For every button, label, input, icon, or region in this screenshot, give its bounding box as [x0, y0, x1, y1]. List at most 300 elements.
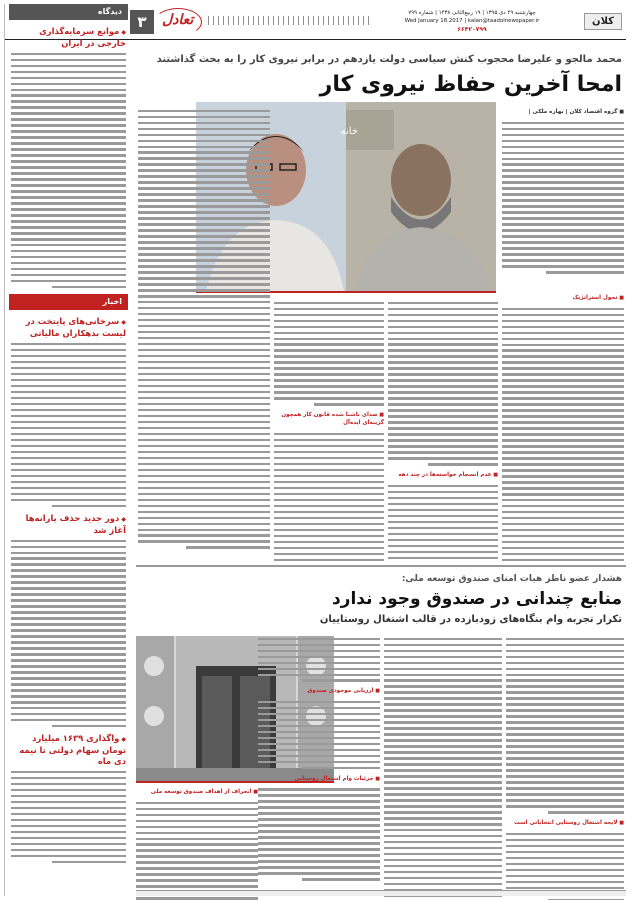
- text-line: [502, 553, 624, 555]
- text-line: [258, 872, 380, 874]
- text-line: [11, 557, 126, 559]
- text-line: [388, 485, 498, 487]
- opinion-section-label: دیدگاه: [9, 4, 128, 20]
- text-line: [388, 308, 498, 310]
- text-line: [388, 509, 498, 511]
- text-line: [388, 557, 498, 559]
- text-line: [138, 421, 270, 423]
- text-line: [11, 487, 126, 489]
- text-line: [384, 739, 502, 741]
- second-subhead-4: ■ لایحه اشتغال روستایی انتخاباتی است: [506, 817, 624, 829]
- text-line: [502, 265, 624, 267]
- text-line: [502, 134, 624, 136]
- text-line: [136, 843, 258, 845]
- text-line: [11, 250, 126, 252]
- text-line: [11, 499, 126, 501]
- text-line: [274, 523, 384, 525]
- text-line: [502, 163, 624, 165]
- second-subhead: تکرار تجربه وام بنگاه‌های زودبازده در قالب اشتغال روستاییان: [319, 614, 622, 625]
- text-line: [11, 83, 126, 85]
- text-line: [258, 836, 380, 838]
- text-line: [138, 403, 270, 405]
- text-line: [384, 811, 502, 813]
- news-title-1: ◆ سرخانی‌های پایتخت در لیست بدهکاران مالیاتی: [11, 316, 126, 339]
- text-line: [314, 403, 384, 405]
- text-line: [384, 697, 502, 699]
- text-line: [502, 403, 624, 405]
- text-line: [388, 379, 498, 381]
- text-line: [506, 839, 624, 841]
- text-line: [11, 783, 126, 785]
- text-line: [136, 814, 258, 816]
- text-line: [388, 409, 498, 411]
- main-column-4: [138, 106, 270, 562]
- text-line: [138, 409, 270, 411]
- text-line: [138, 319, 270, 321]
- text-line: [388, 302, 498, 304]
- text-line: [138, 241, 270, 243]
- text-line: [506, 857, 624, 859]
- text-line: [11, 641, 126, 643]
- text-line: [138, 134, 270, 136]
- text-line: [384, 859, 502, 861]
- text-line: [138, 445, 270, 447]
- main-headline: امحا آخرین حفاظ نیروی کار: [319, 72, 622, 97]
- text-line: [258, 719, 380, 721]
- opinion-text: [11, 53, 126, 289]
- text-line: [506, 656, 624, 658]
- text-line: [11, 214, 126, 216]
- text-line: [502, 391, 624, 393]
- text-line: [502, 326, 624, 328]
- text-line: [138, 331, 270, 333]
- section-tag: کلان: [584, 13, 622, 30]
- text-line: [388, 539, 498, 541]
- text-line: [388, 320, 498, 322]
- text-line: [388, 415, 498, 417]
- text-line: [506, 638, 624, 640]
- text-line: [11, 647, 126, 649]
- text-line: [274, 367, 384, 369]
- text-line: [258, 707, 380, 709]
- text-line: [274, 385, 384, 387]
- text-line: [11, 202, 126, 204]
- text-line: [274, 499, 384, 501]
- text-line: [11, 813, 126, 815]
- text-line: [384, 823, 502, 825]
- text-line: [258, 662, 380, 664]
- text-line: [274, 349, 384, 351]
- text-line: [388, 439, 498, 441]
- text-line: [302, 767, 380, 769]
- text-line: [138, 373, 270, 375]
- text-line: [138, 140, 270, 142]
- main-content: [136, 44, 626, 896]
- text-line: [11, 100, 126, 102]
- text-line: [258, 761, 380, 763]
- text-line: [388, 326, 498, 328]
- text-line: [258, 650, 380, 652]
- text-line: [11, 581, 126, 583]
- text-line: [11, 677, 126, 679]
- text-line: [502, 193, 624, 195]
- text-line: [384, 817, 502, 819]
- text-line: [384, 715, 502, 717]
- text-line: [388, 503, 498, 505]
- text-line: [506, 685, 624, 687]
- text-line: [384, 721, 502, 723]
- text-line: [258, 860, 380, 862]
- text-line: [274, 487, 384, 489]
- text-line: [502, 511, 624, 513]
- news-text-2: [11, 540, 126, 728]
- text-line: [502, 338, 624, 340]
- text-line: [502, 499, 624, 501]
- text-line: [11, 208, 126, 210]
- news-title-3: ◆ واگذاری ۱۶۳۹ میلیارد تومان سهام دولتی تا نیمه دی ماه: [11, 733, 126, 767]
- text-line: [11, 771, 126, 773]
- text-line: [502, 487, 624, 489]
- text-line: [258, 800, 380, 802]
- text-line: [11, 166, 126, 168]
- text-line: [11, 629, 126, 631]
- text-line: [11, 355, 126, 357]
- text-line: [506, 739, 624, 741]
- text-line: [428, 463, 498, 465]
- text-line: [11, 575, 126, 577]
- photo-mark: خانه: [340, 126, 358, 137]
- text-line: [502, 344, 624, 346]
- text-line: [11, 563, 126, 565]
- text-line: [502, 367, 624, 369]
- text-line: [502, 247, 624, 249]
- text-line: [274, 451, 384, 453]
- text-line: [502, 457, 624, 459]
- text-line: [138, 217, 270, 219]
- text-line: [258, 812, 380, 814]
- text-line: [138, 499, 270, 501]
- text-line: [258, 749, 380, 751]
- text-line: [11, 59, 126, 61]
- text-line: [274, 320, 384, 322]
- text-line: [506, 727, 624, 729]
- main-column-top: [502, 106, 624, 286]
- second-column-3: [258, 634, 380, 900]
- text-line: [502, 535, 624, 537]
- main-column-1: [502, 292, 624, 562]
- second-column-1: [506, 634, 624, 900]
- text-line: [502, 152, 624, 154]
- text-line: [274, 493, 384, 495]
- text-line: [138, 367, 270, 369]
- text-line: [548, 811, 624, 813]
- text-line: [11, 795, 126, 797]
- text-line: [138, 146, 270, 148]
- text-line: [388, 332, 498, 334]
- text-line: [274, 469, 384, 471]
- text-line: [11, 361, 126, 363]
- text-line: [502, 205, 624, 207]
- text-line: [388, 421, 498, 423]
- news-text-1: [11, 343, 126, 507]
- text-line: [258, 713, 380, 715]
- text-line: [52, 725, 126, 727]
- text-line: [384, 679, 502, 681]
- text-line: [11, 439, 126, 441]
- text-line: [502, 217, 624, 219]
- text-line: [138, 361, 270, 363]
- text-line: [136, 855, 258, 857]
- text-line: [502, 320, 624, 322]
- text-line: [506, 679, 624, 681]
- text-line: [138, 355, 270, 357]
- text-line: [258, 725, 380, 727]
- text-line: [506, 644, 624, 646]
- text-line: [138, 211, 270, 213]
- text-line: [274, 439, 384, 441]
- text-line: [138, 451, 270, 453]
- text-line: [11, 262, 126, 264]
- text-line: [384, 775, 502, 777]
- text-line: [274, 529, 384, 531]
- text-line: [11, 89, 126, 91]
- text-line: [11, 653, 126, 655]
- text-line: [384, 835, 502, 837]
- text-line: [502, 146, 624, 148]
- text-line: [258, 818, 380, 820]
- text-line: [384, 668, 502, 670]
- second-headline: منابع چندانی در صندوق وجود ندارد: [331, 589, 622, 609]
- text-line: [506, 715, 624, 717]
- text-line: [384, 841, 502, 843]
- text-line: [136, 885, 258, 887]
- text-line: [384, 829, 502, 831]
- text-line: [138, 523, 270, 525]
- text-line: [506, 881, 624, 883]
- text-line: [502, 175, 624, 177]
- text-line: [502, 211, 624, 213]
- text-line: [502, 128, 624, 130]
- date-en: Wed January 18.2017: [404, 18, 463, 24]
- text-line: [11, 569, 126, 571]
- text-line: [502, 140, 624, 142]
- text-line: [384, 733, 502, 735]
- text-line: [138, 337, 270, 339]
- text-line: [52, 505, 126, 507]
- text-line: [388, 349, 498, 351]
- text-line: [384, 877, 502, 879]
- text-line: [502, 397, 624, 399]
- text-line: [11, 611, 126, 613]
- text-line: [502, 181, 624, 183]
- text-line: [136, 873, 258, 875]
- text-line: [302, 878, 380, 880]
- text-line: [506, 697, 624, 699]
- text-line: [388, 343, 498, 345]
- text-line: [258, 701, 380, 703]
- text-line: [502, 235, 624, 237]
- text-line: [274, 373, 384, 375]
- text-line: [388, 545, 498, 547]
- text-line: [138, 193, 270, 195]
- text-line: [502, 241, 624, 243]
- text-line: [138, 415, 270, 417]
- text-line: [388, 338, 498, 340]
- text-line: [506, 863, 624, 865]
- second-column-2: [384, 634, 502, 900]
- text-line: [11, 220, 126, 222]
- text-line: [186, 546, 270, 548]
- text-line: [138, 391, 270, 393]
- text-line: [502, 187, 624, 189]
- text-line: [388, 355, 498, 357]
- text-line: [11, 280, 126, 282]
- text-line: [138, 265, 270, 267]
- text-line: [138, 169, 270, 171]
- text-line: [11, 244, 126, 246]
- text-line: [384, 638, 502, 640]
- text-line: [506, 887, 624, 889]
- text-line: [11, 623, 126, 625]
- text-line: [11, 807, 126, 809]
- text-line: [274, 308, 384, 310]
- text-line: [502, 259, 624, 261]
- text-line: [258, 848, 380, 850]
- text-line: [11, 825, 126, 827]
- text-line: [11, 593, 126, 595]
- text-line: [384, 662, 502, 664]
- main-column-2: [388, 298, 498, 562]
- date-box: [376, 9, 568, 25]
- text-line: [138, 427, 270, 429]
- text-line: [138, 283, 270, 285]
- text-line: [138, 187, 270, 189]
- text-line: [384, 644, 502, 646]
- text-line: [274, 541, 384, 543]
- text-line: [11, 367, 126, 369]
- text-line: [384, 763, 502, 765]
- text-line: [502, 355, 624, 357]
- text-line: [11, 196, 126, 198]
- text-line: [502, 547, 624, 549]
- text-line: [11, 719, 126, 721]
- second-subhead-3: ■ جزئیات وام اشتغال روستایی: [258, 773, 380, 785]
- text-line: [502, 529, 624, 531]
- text-line: [11, 546, 126, 548]
- text-line: [384, 703, 502, 705]
- text-line: [138, 277, 270, 279]
- text-line: [11, 397, 126, 399]
- text-line: [138, 475, 270, 477]
- text-line: [502, 517, 624, 519]
- text-line: [506, 799, 624, 801]
- text-line: [11, 118, 126, 120]
- text-line: [384, 751, 502, 753]
- text-line: [506, 781, 624, 783]
- text-line: [11, 94, 126, 96]
- text-line: [388, 527, 498, 529]
- text-line: [11, 469, 126, 471]
- second-kicker: هشدار عضو ناظر هیات امنای صندوق توسعه ملی:: [401, 574, 622, 584]
- text-line: [11, 617, 126, 619]
- text-line: [502, 308, 624, 310]
- text-line: [506, 793, 624, 795]
- text-line: [502, 361, 624, 363]
- text-line: [258, 854, 380, 856]
- text-line: [11, 695, 126, 697]
- text-line: [274, 457, 384, 459]
- text-line: [274, 511, 384, 513]
- text-line: [11, 683, 126, 685]
- text-line: [502, 122, 624, 124]
- second-subhead-1: ■ انحراف از اهداف صندوق توسعه ملی: [136, 786, 258, 798]
- text-line: [388, 433, 498, 435]
- text-line: [138, 487, 270, 489]
- news-title-2: ◆ دور جدید حذف یارانه‌ها آغاز شد: [11, 513, 126, 536]
- text-line: [258, 668, 380, 670]
- text-line: [11, 160, 126, 162]
- text-line: [502, 223, 624, 225]
- text-line: [506, 757, 624, 759]
- text-line: [11, 433, 126, 435]
- text-line: [388, 445, 498, 447]
- site[interactable]: kalan@taadolnewspaper.ir: [467, 18, 540, 24]
- text-line: [138, 493, 270, 495]
- text-line: [11, 701, 126, 703]
- text-line: [502, 253, 624, 255]
- text-line: [11, 403, 126, 405]
- text-line: [138, 301, 270, 303]
- text-line: [11, 855, 126, 857]
- second-subhead-2: ■ ارزیابی موجودی صندوق: [258, 685, 380, 697]
- text-line: [502, 493, 624, 495]
- text-line: [506, 703, 624, 705]
- text-line: [502, 523, 624, 525]
- text-line: [11, 136, 126, 138]
- text-line: [384, 685, 502, 687]
- text-line: [138, 481, 270, 483]
- text-line: [138, 223, 270, 225]
- text-line: [506, 805, 624, 807]
- text-line: [11, 689, 126, 691]
- text-line: [506, 769, 624, 771]
- text-line: [384, 769, 502, 771]
- text-line: [138, 511, 270, 513]
- text-line: [11, 71, 126, 73]
- text-line: [136, 861, 258, 863]
- text-line: [274, 445, 384, 447]
- text-line: [11, 713, 126, 715]
- text-line: [11, 475, 126, 477]
- text-line: [11, 789, 126, 791]
- text-line: [11, 373, 126, 375]
- text-line: [502, 199, 624, 201]
- text-line: [384, 757, 502, 759]
- text-line: [136, 897, 258, 899]
- text-line: [136, 808, 258, 810]
- text-line: [258, 824, 380, 826]
- phone: ۶۶۴۲۰۷۹۹: [457, 26, 487, 33]
- text-line: [11, 112, 126, 114]
- text-line: [258, 794, 380, 796]
- bottom-strip: [136, 890, 626, 896]
- main-subhead-3: ■ صدای ناشنا شده قانون کار همچون گزینه‌ای ایده‌آل: [274, 409, 384, 429]
- text-line: [258, 638, 380, 640]
- text-line: [11, 659, 126, 661]
- text-line: [136, 879, 258, 881]
- text-line: [136, 832, 258, 834]
- text-line: [274, 302, 384, 304]
